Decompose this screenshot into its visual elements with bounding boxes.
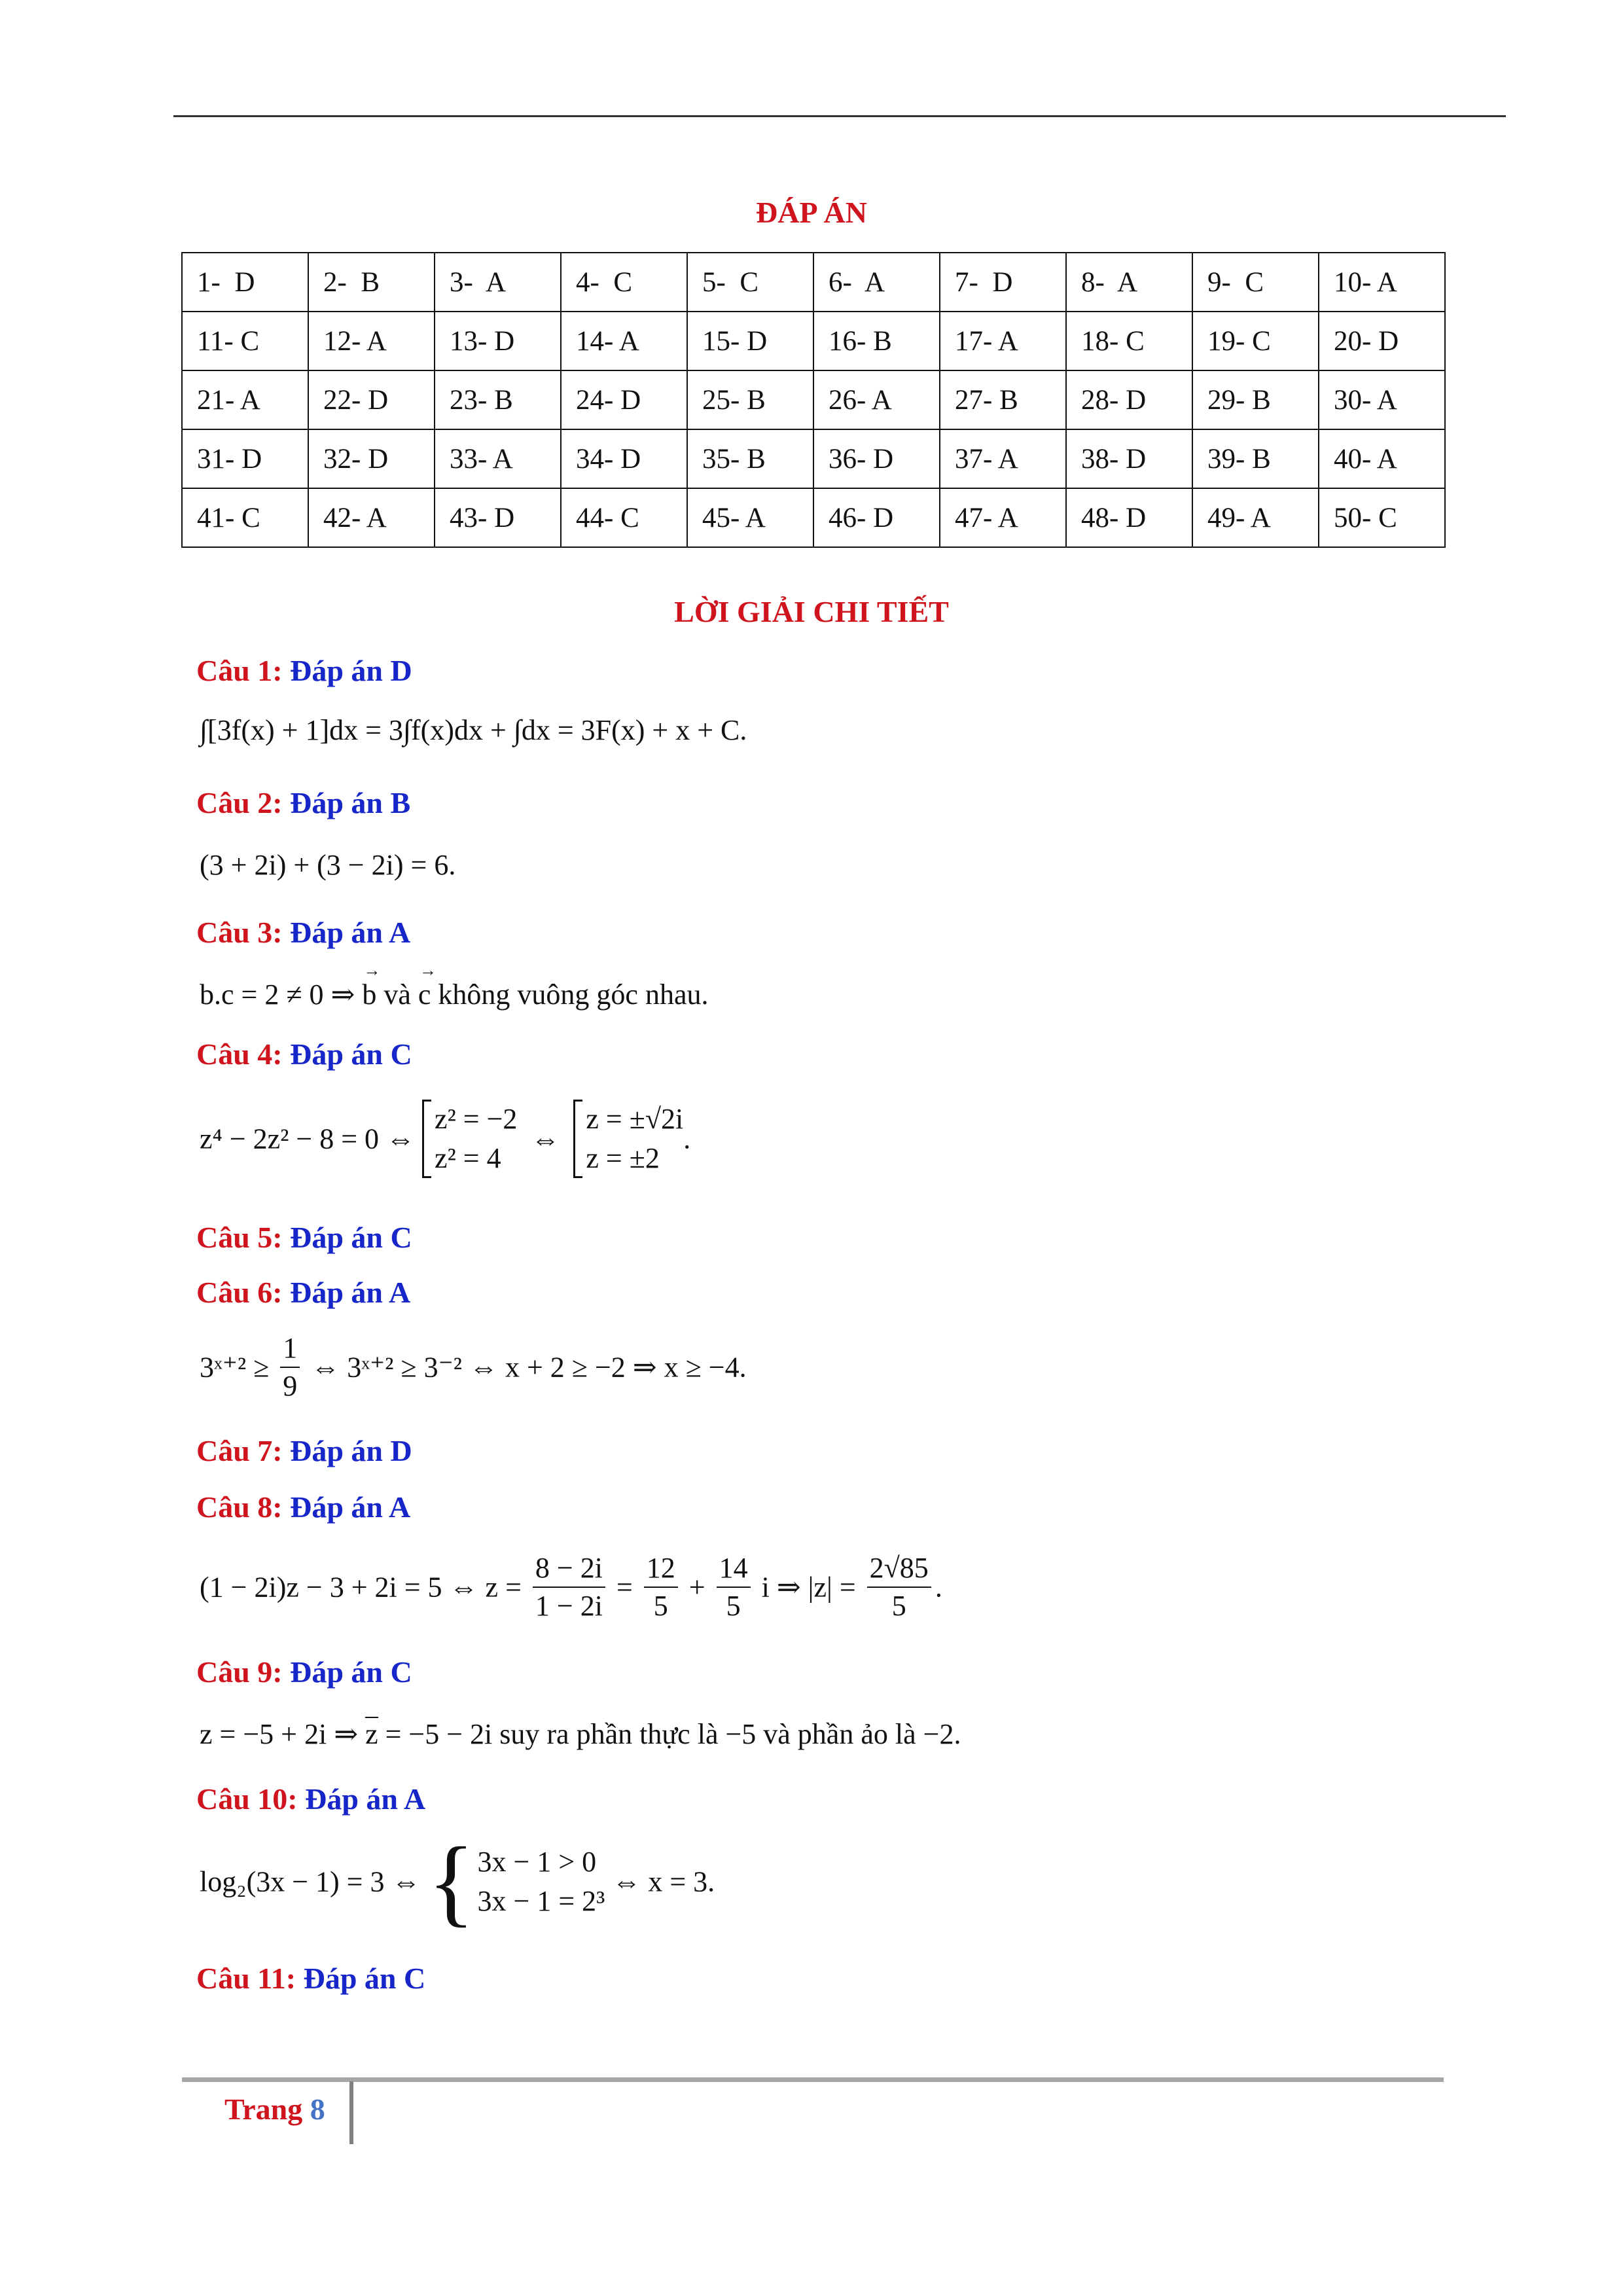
question-heading: Câu 4: Đáp án C — [196, 1037, 412, 1071]
formula-q9: z = −5 + 2i ⇒ z = −5 − 2i suy ra phần thực là −5 và phần ảo là −2. — [200, 1718, 961, 1750]
answer-cell: 16- B — [813, 312, 940, 370]
formula-q8: (1 − 2i)z − 3 + 2i = 5 ⇔ z = $\frac{8 - 2i}{1 - 2i}$ = $\frac{12}{5}$ + $\frac{14}{5}$ i ⇒ |z| = $\frac{2√85}{5}$ . — [200, 1550, 942, 1624]
header-rule — [173, 115, 1506, 117]
answer-cell: 42- A — [308, 488, 435, 547]
question-heading: Câu 6: Đáp án A — [196, 1276, 411, 1309]
question-heading: Câu 9: Đáp án C — [196, 1655, 412, 1689]
formula-q10: log₂(3x − 1) = 3 ⇔ {3x − 1 > 0 3x − 1 = 2³ ⇔ x = 3. — [200, 1827, 715, 1936]
answer-cell: 49- A — [1192, 488, 1319, 547]
answer-cell: 44- C — [561, 488, 687, 547]
page-number-label: Trang 8 — [224, 2092, 325, 2126]
answer-cell: 27- B — [940, 370, 1066, 429]
question-heading: Câu 8: Đáp án A — [196, 1490, 411, 1524]
answer-cell: 13- D — [435, 312, 561, 370]
answer-cell: 15- D — [687, 312, 813, 370]
answer-cell: 39- B — [1192, 429, 1319, 488]
answer-cell: 28- D — [1066, 370, 1192, 429]
question-heading: Câu 11: Đáp án C — [196, 1962, 426, 1995]
answer-cell: 45- A — [687, 488, 813, 547]
answer-cell: 43- D — [435, 488, 561, 547]
answer-cell: 9- C — [1192, 253, 1319, 312]
answer-cell: 24- D — [561, 370, 687, 429]
answer-cell: 46- D — [813, 488, 940, 547]
answer-cell: 12- A — [308, 312, 435, 370]
formula-q1: ∫[3f(x) + 1]dx = 3∫f(x)dx + ∫dx = 3F(x) + x + C. — [200, 714, 747, 746]
answer-cell: 26- A — [813, 370, 940, 429]
answer-cell: 6- A — [813, 253, 940, 312]
formula-q4: z⁴ − 2z² − 8 = 0 ⇔ z² = −2 z² = 4 ⇔ z = ±√2i z = ±2. — [200, 1100, 690, 1178]
answer-cell: 10- A — [1319, 253, 1445, 312]
answer-cell: 17- A — [940, 312, 1066, 370]
answer-cell: 22- D — [308, 370, 435, 429]
answer-row — [182, 253, 1445, 312]
answer-cell: 41- C — [182, 488, 308, 547]
answer-cell: 37- A — [940, 429, 1066, 488]
answer-cell: 48- D — [1066, 488, 1192, 547]
answer-cell: 19- C — [1192, 312, 1319, 370]
answer-cell: 29- B — [1192, 370, 1319, 429]
answer-cell: 1- D — [182, 253, 308, 312]
answer-cell: 36- D — [813, 429, 940, 488]
answer-cell: 25- B — [687, 370, 813, 429]
question-heading: Câu 2: Đáp án B — [196, 786, 411, 819]
answer-cell: 31- D — [182, 429, 308, 488]
answer-row — [182, 370, 1445, 429]
answer-cell: 5- C — [687, 253, 813, 312]
answer-cell: 11- C — [182, 312, 308, 370]
question-heading: Câu 5: Đáp án C — [196, 1221, 412, 1254]
footer-rule — [182, 2077, 1444, 2082]
answers-title: ĐÁP ÁN — [756, 196, 867, 229]
question-heading: Câu 1: Đáp án D — [196, 654, 412, 687]
formula-q3: b.c = 2 ≠ 0 ⇒ → b và → c không vuông góc nhau. — [200, 978, 708, 1011]
answer-cell: 20- D — [1319, 312, 1445, 370]
answer-cell: 2- B — [308, 253, 435, 312]
answer-row — [182, 429, 1445, 488]
answer-cell: 30- A — [1319, 370, 1445, 429]
formula-q6: 3ˣ⁺² ≥ $\frac{1}{9}$ ⇔ 3ˣ⁺² ≥ 3⁻² ⇔ x + 2 ≥ −2 ⇒ x ≥ −4. — [200, 1330, 747, 1405]
answer-cell: 7- D — [940, 253, 1066, 312]
answer-cell: 8- A — [1066, 253, 1192, 312]
formula-q2: (3 + 2i) + (3 − 2i) = 6. — [200, 849, 456, 881]
answer-key-table — [181, 252, 1446, 548]
answer-cell: 21- A — [182, 370, 308, 429]
question-heading: Câu 3: Đáp án A — [196, 916, 411, 949]
answer-cell: 38- D — [1066, 429, 1192, 488]
answer-cell: 35- B — [687, 429, 813, 488]
answer-cell: 23- B — [435, 370, 561, 429]
answer-cell: 18- C — [1066, 312, 1192, 370]
answer-cell: 50- C — [1319, 488, 1445, 547]
solutions-title: LỜI GIẢI CHI TIẾT — [674, 595, 949, 628]
footer-divider — [349, 2081, 353, 2144]
answer-cell: 47- A — [940, 488, 1066, 547]
answer-cell: 14- A — [561, 312, 687, 370]
question-heading: Câu 10: Đáp án A — [196, 1782, 426, 1816]
answer-cell: 40- A — [1319, 429, 1445, 488]
answer-cell: 4- C — [561, 253, 687, 312]
answer-cell: 34- D — [561, 429, 687, 488]
answer-row — [182, 312, 1445, 370]
answer-row — [182, 488, 1445, 547]
answer-cell: 3- A — [435, 253, 561, 312]
answer-cell: 32- D — [308, 429, 435, 488]
answer-cell: 33- A — [435, 429, 561, 488]
question-heading: Câu 7: Đáp án D — [196, 1434, 412, 1467]
